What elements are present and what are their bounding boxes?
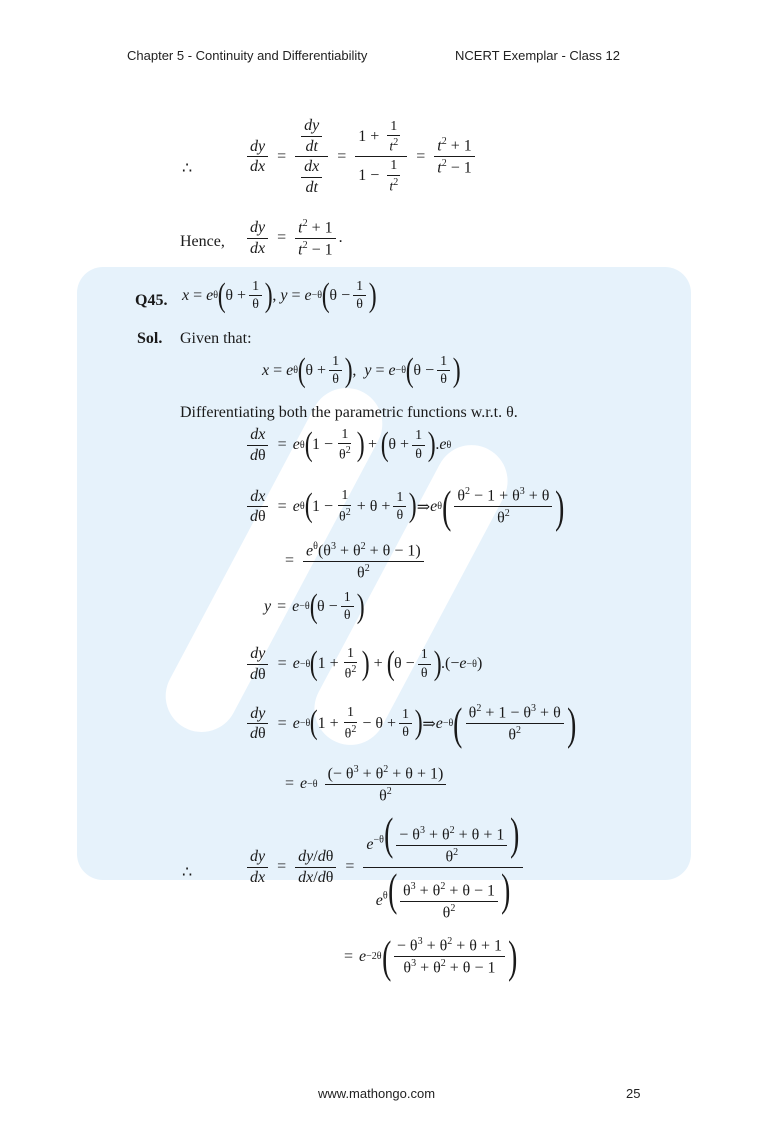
dy-dtheta-step2: $\frac{dy}{d\theta}$ = e −θ ( 1 + 1 $\theta^2$ − θ + 1 θ ) ⇒ e −θ ( $\theta^2 + 1 - \theta^3 + \theta$ $\theta^2$ ): [244, 703, 576, 744]
equation-dydx-t: $\frac{dy}{dx}$ = $\frac{dy}{dt}$ $\frac{dx}{dt}$ = 1 + $\frac{1}{t^2}$ 1 − $\frac{1}{t^2}$ = $\frac{t^2 + 1}{t^2 - 1}$: [244, 117, 478, 196]
hence-label: Hence,: [180, 233, 225, 250]
footer-url: www.mathongo.com: [318, 1086, 436, 1101]
book-title: NCERT Exemplar - Class 12: [455, 48, 620, 63]
equation-hence: $\frac{dy}{dx}$ = $\frac{t^2 + 1}{t^2 - 1}$ .: [244, 218, 343, 259]
therefore-symbol: ∴: [182, 160, 193, 177]
given-text: Given that:: [180, 330, 252, 347]
y-equation: y = e −θ ( θ − 1 θ ): [264, 587, 365, 625]
dx-dtheta-step1: $\frac{dx}{d\theta}$ = e θ ( 1 − 1 $\theta^2$ ) + ( θ + 1 θ ) . e θ: [244, 426, 451, 464]
final-dydx-ratio: $\frac{dy}{dx}$ = $\frac{dy/d\theta}{dx/d\theta}$ = $e^{-\theta}$( $\frac{- \theta^3 + \theta^2 + \theta + 1}{\theta^2}$ ) $e^\theta$( $\frac{\theta^3 + \theta^2 + \theta - 1}{\theta^2}$ ): [244, 813, 526, 922]
given-equation: x = e θ ( θ + 1 θ ) , y = e −θ ( θ − 1 θ ): [262, 351, 461, 389]
question-number: Q45.: [135, 292, 168, 309]
dy-dtheta-result: = e −θ (− $\theta^3 + \theta^2 + \theta + 1$) $\theta^2$: [279, 764, 449, 805]
solution-label: Sol.: [137, 330, 163, 347]
dx-dtheta-step2: $\frac{dx}{d\theta}$ = e θ ( 1 − 1 $\theta^2$ + θ + 1 θ ) ⇒ e θ ( $\theta^2 - 1 + \theta^3 + \theta$ $\theta^2$ ): [244, 486, 565, 527]
dy-dtheta-step1: $\frac{dy}{d\theta}$ = e −θ ( 1 + 1 $\theta^2$ ) + ( θ − 1 θ ) .(− e −θ ): [244, 645, 482, 683]
page-number: 25: [626, 1086, 641, 1101]
final-result: = e −2θ ( − $\theta^3 + \theta^2 + \theta + 1$ $\theta^3 + \theta^2 + \theta - 1$ ): [344, 931, 518, 982]
chapter-title: Chapter 5 - Continuity and Differentiability: [127, 48, 368, 63]
differentiating-text: Differentiating both the parametric functions w.r.t. θ.: [180, 404, 518, 421]
question-equation: x = e θ ( θ + 1 θ ) , y = e −θ ( θ − 1 θ ): [182, 276, 377, 314]
therefore-symbol-2: ∴: [182, 864, 193, 881]
dx-dtheta-result: = $\frac{e^\theta(\theta^3 + \theta^2 + \theta - 1)}{\theta^2}$: [279, 541, 427, 582]
